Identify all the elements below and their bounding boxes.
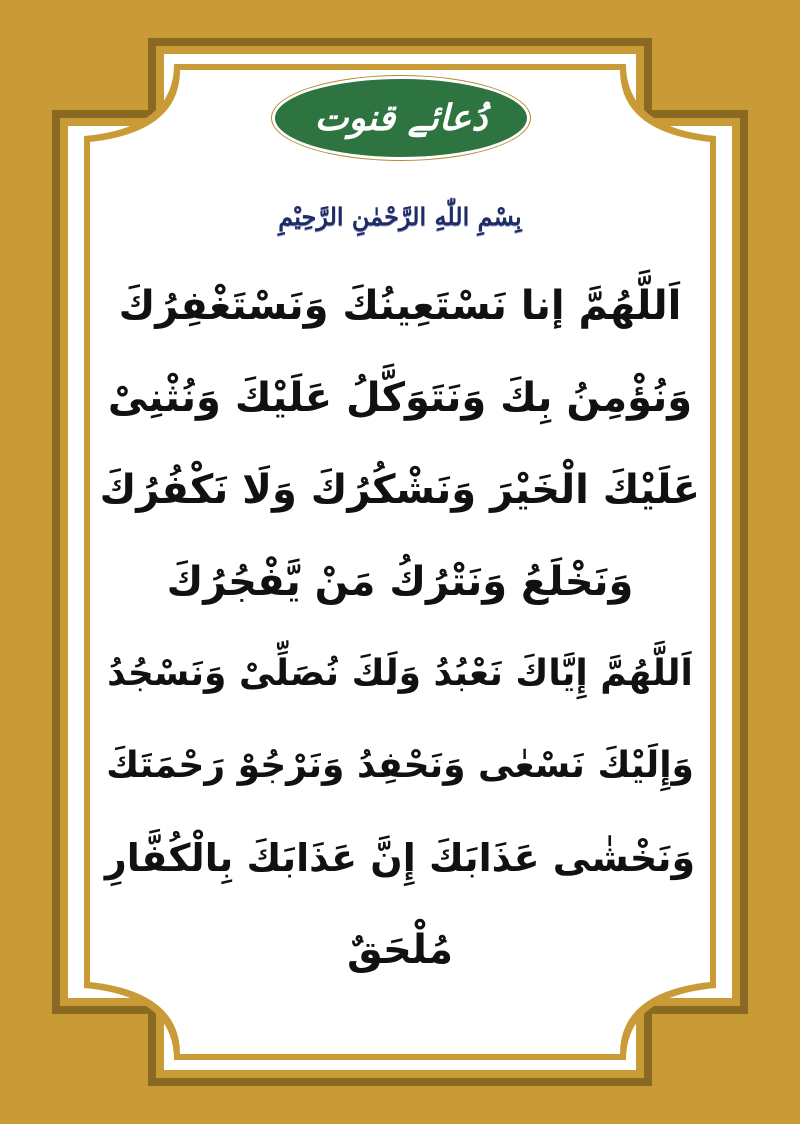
- dua-text-block: [100, 260, 700, 996]
- dua-line-1: اَللَّھُمَّ إنا نَسْتَعِینُكَ وَنَسْتَغْفِرُكَ: [118, 283, 682, 329]
- dua-line-6: وَإِلَیْكَ نَسْعٰی وَنَحْفِدُ وَنَرْجُوْ رَحْمَتَكَ: [106, 745, 694, 786]
- dua-line-3: عَلَیْكَ الْخَیْرَ وَنَشْكُرُكَ وَلَا نَكْفُرُكَ: [99, 467, 700, 513]
- dua-line-8: مُلْحَقٌ: [347, 927, 453, 973]
- basmala-calligraphy: بِسْمِ اللّٰهِ الرَّحْمٰنِ الرَّحِيْمِ: [278, 201, 522, 231]
- title-text: دُعائے قنوت: [314, 97, 488, 139]
- dua-line-7: وَنَخْشٰی عَذَابَكَ إِنَّ عَذَابَكَ بِالْكُفَّارِ: [104, 836, 696, 880]
- dua-line-5: اَللَّھُمَّ إِیَّاكَ نَعْبُدُ وَلَكَ نُصَلِّیْ وَنَسْجُدُ: [107, 653, 693, 694]
- dua-line-2: وَنُؤْمِنُ بِكَ وَنَتَوَكَّلُ عَلَیْكَ وَنُثْنِیْ: [107, 375, 693, 421]
- title-badge: [272, 76, 530, 160]
- dua-line-4: وَنَخْلَعُ وَنَتْرُكُ مَنْ یَّفْجُرُكَ: [166, 559, 634, 605]
